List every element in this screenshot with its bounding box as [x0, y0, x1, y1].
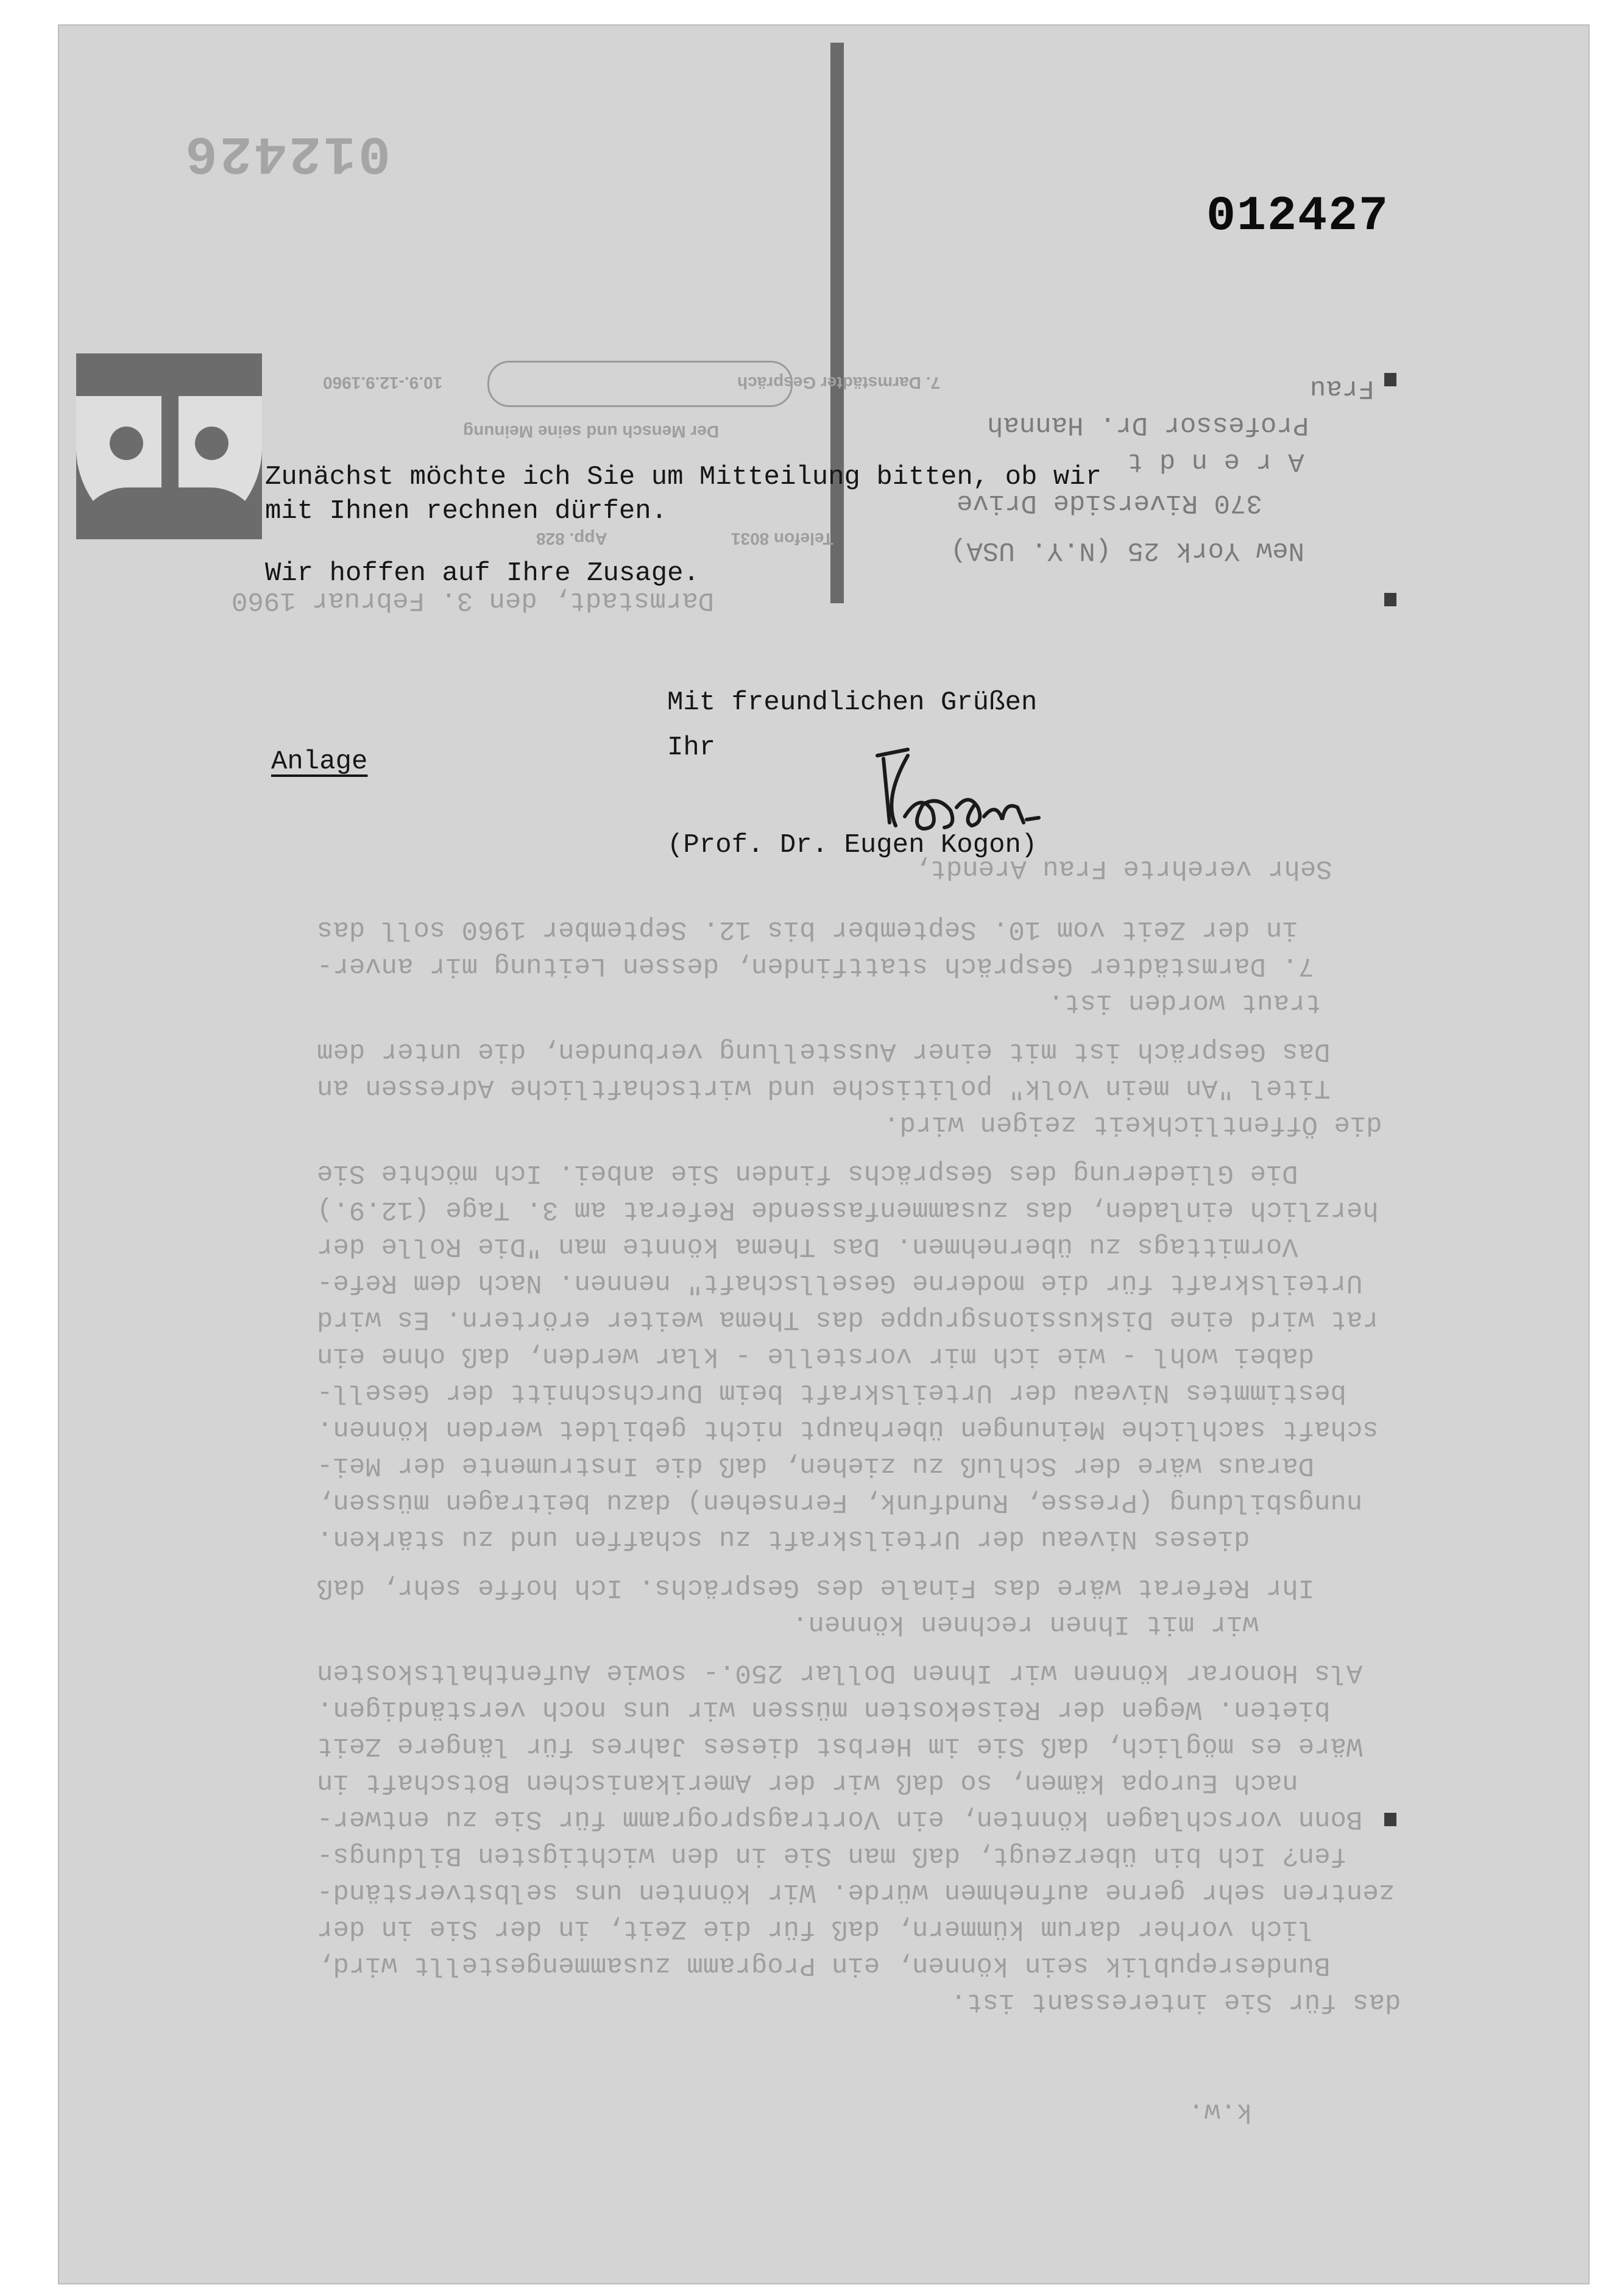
back-line: Vormittags zu übernehmen. Das Thema könnte man "Die Rolle der	[317, 1231, 1298, 1261]
back-line: Bonn vorschlagen könnten, ein Vortragsprogramm für Sie zu entwer-	[317, 1804, 1363, 1834]
letter-sheet	[58, 24, 1590, 2284]
back-line: schaft sachliche Meinungen überhaupt nicht gebildet werden können.	[317, 1414, 1379, 1444]
body-line-1: Zunächst möchte ich Sie um Mitteilung bitten, ob wir	[265, 462, 1102, 492]
letterhead-app: App. 828	[536, 530, 607, 548]
back-line: Das Gespräch ist mit einer Ausstellung verbunden, die unter dem	[317, 1036, 1331, 1066]
darmstadt-logo	[76, 353, 262, 539]
back-address-line: A r e n d t	[1127, 446, 1304, 477]
back-date: Darmstadt, den 3. Februar 1960	[232, 585, 715, 615]
binding-bar	[830, 43, 844, 603]
back-line: zentren sehr gerne aufnehmen würde. Wir könnten uns selbstverständ-	[317, 1877, 1395, 1907]
back-line: in der Zeit vom 10. September bis 12. September 1960 soll das	[317, 914, 1298, 944]
back-line: bestimmtes Niveau der Urteilskraft beim Durchschnitt der Gesell-	[317, 1377, 1346, 1408]
back-line: bieten. Wegen der Reisekosten müssen wir uns noch verständigen.	[317, 1694, 1331, 1724]
back-line: lich vorher darum kümmern, daß für die Zeit, in der Sie in der	[317, 1913, 1315, 1944]
back-line: Urteilskraft für die moderne Gesellschaft" nennen. Nach dem Refe-	[317, 1267, 1363, 1298]
anlage-label: Anlage	[271, 746, 368, 777]
back-line: traut worden ist.	[1048, 987, 1322, 1018]
back-salutation: Sehr verehrte Frau Arendt,	[914, 853, 1332, 884]
letterhead-dates: 10.9.-12.9.1960	[323, 374, 443, 392]
punch-mark	[1384, 373, 1396, 386]
back-line: dieses Niveau der Urteilskraft zu schaffen und zu stärken.	[317, 1523, 1250, 1554]
back-line: herzlich einladen, das zusammenfassende Referat am 3. Tage (12.9.)	[317, 1194, 1379, 1225]
bleed-through-number: 012426	[183, 122, 391, 182]
back-line: dabei wohl - wie ich mir vorstelle - klar werden, daß ohne ein	[317, 1341, 1315, 1371]
hope-line: Wir hoffen auf Ihre Zusage.	[265, 558, 699, 589]
signatory-name: (Prof. Dr. Eugen Kogon)	[667, 830, 1038, 860]
back-line: nach Europa kämen, so daß wir der Amerikanischen Botschaft in	[317, 1767, 1298, 1798]
letterhead-theme: Der Mensch und seine Meinung	[463, 422, 720, 441]
back-line: Daraus wäre der Schluß zu ziehen, daß die Instrumente der Mei-	[317, 1450, 1315, 1481]
signature-image	[871, 743, 1048, 835]
back-line: wir mit Ihnen rechnen können.	[792, 1609, 1259, 1639]
back-address-line: Professor Dr. Hannah	[987, 409, 1309, 440]
back-address-line: Frau	[1310, 373, 1375, 403]
back-line: Ihr Referat wäre das Finale des Gesprächs. Ich hoffe sehr, daß	[317, 1572, 1315, 1603]
body-line-2: mit Ihnen rechnen dürfen.	[265, 496, 668, 526]
back-line: 7. Darmstädter Gespräch stattfinden, dessen Leitung mir anver-	[317, 951, 1315, 981]
letterhead-event: 7. Darmstädter Gespräch	[737, 374, 941, 392]
back-initials: k.w.	[1188, 2096, 1253, 2127]
punch-mark	[1384, 1813, 1396, 1826]
back-address-line: New York 25 (N.Y. USA)	[950, 535, 1304, 565]
back-line: nungsbildung (Presse, Rundfunk, Fernsehen) dazu beitragen müssen,	[317, 1487, 1363, 1517]
back-line: Wäre es möglich, daß Sie im Herbst dieses Jahres für längere Zeit	[317, 1731, 1363, 1761]
back-line: das für Sie interessant ist.	[950, 1986, 1401, 2017]
ihr-line: Ihr	[667, 732, 716, 763]
punch-mark	[1384, 593, 1396, 606]
back-line: Als Honorar können wir Ihnen Dollar 250.- sowie Aufenthaltskosten	[317, 1657, 1363, 1688]
back-address-line: 370 Riverside Drive	[957, 487, 1262, 518]
back-line: Bundesrepublik sein können, ein Programm zusammengestellt wird,	[317, 1950, 1331, 1980]
back-line: Titel "An mein Volk" politische und wirtschaftliche Adressen an	[317, 1072, 1331, 1103]
letterhead-phone: Telefon 8031	[731, 530, 833, 548]
closing-line: Mit freundlichen Grüßen	[667, 687, 1038, 718]
back-line: rat wird eine Diskussionsgruppe das Thema weiter erörtern. Es wird	[317, 1304, 1379, 1334]
back-line: Die Gliederung des Gesprächs finden Sie anbei. Ich möchte Sie	[317, 1158, 1298, 1188]
back-line: fen? Ich bin überzeugt, daß man Sie in den wichtigsten Bildungs-	[317, 1840, 1346, 1871]
back-line: die Öffentlichkeit zeigen wird.	[883, 1109, 1382, 1139]
document-number: 012427	[1206, 189, 1390, 244]
